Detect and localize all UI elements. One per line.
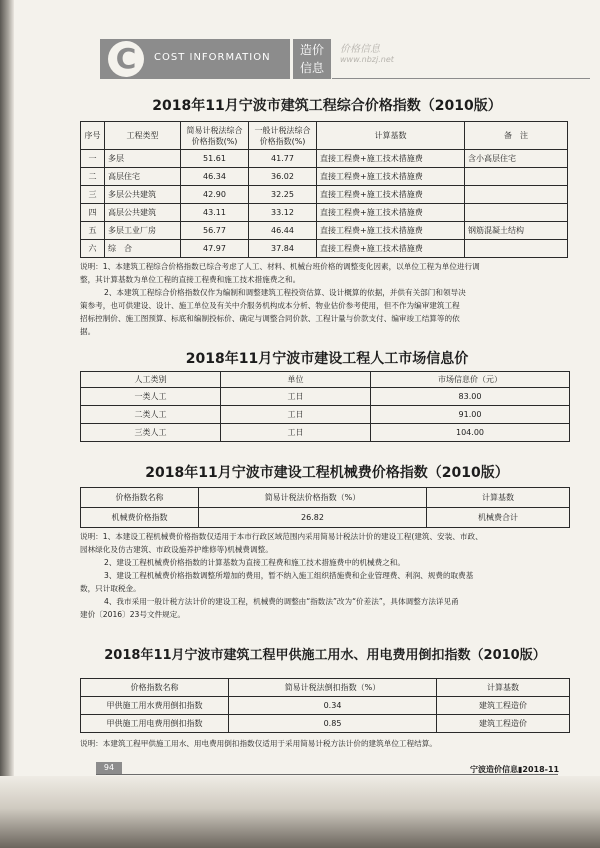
machinery-index-notes: 说明：1、本建设工程机械费价格指数仅适用于本市行政区域范围内采用简易计税法计价的建设工程(建筑、安装、市政、 园林绿化及仿古建筑、市政设施养护维修等)机械费调整。 2、建设工程机械费价格指数的计算基数为直接工程费和施工技术措施费中的机械费之和。 3、建设工程机械费价格指数调整所增加的费用，暂不纳入施工组织措施费和企业管理费、利润、规费的取费基 数，只计取税金。 4、我市采用一般计税方法计价的建设工程，机械费的调整由“指数法”改为“价差法”，具体调整方法详见甬 建价〔2016〕23号文件规定。 bbox=[80, 532, 483, 619]
table-cell: 直接工程费+施工技术措施费 bbox=[317, 168, 465, 186]
labor-price-table bbox=[80, 371, 570, 442]
magazine-issue: 宁波造价信息▮2018-11 bbox=[470, 765, 560, 774]
table-cell: 钢筋混凝土结构 bbox=[465, 222, 568, 240]
composite-index-table bbox=[80, 121, 568, 258]
col-header: 单位 bbox=[221, 372, 371, 388]
table-cell: 四 bbox=[81, 204, 105, 222]
col-header: 备 注 bbox=[465, 122, 568, 150]
table-row bbox=[81, 715, 570, 733]
table-row bbox=[81, 388, 570, 406]
col-header: 简易计税法价格指数（%） bbox=[199, 488, 427, 508]
header-chinese-title: 造价 信息 bbox=[293, 39, 331, 79]
header-band bbox=[100, 39, 290, 79]
table-cell: 六 bbox=[81, 240, 105, 258]
table-cell: 二 bbox=[81, 168, 105, 186]
col-header: 价格指数名称 bbox=[81, 679, 229, 697]
col-header: 简易计税法倒扣指数（%） bbox=[229, 679, 437, 697]
water-electricity-table bbox=[80, 678, 570, 733]
col-header: 价格指数名称 bbox=[81, 488, 199, 508]
col-header: 工程类型 bbox=[105, 122, 181, 150]
table-row bbox=[81, 204, 568, 222]
table-row bbox=[81, 168, 568, 186]
table-cell: 多层公共建筑 bbox=[105, 186, 181, 204]
table-cell: 41.77 bbox=[249, 150, 317, 168]
table-cell: 直接工程费+施工技术措施费 bbox=[317, 240, 465, 258]
logo-c-icon: C bbox=[108, 41, 144, 77]
table-cell: 42.90 bbox=[181, 186, 249, 204]
table-cell: 0.34 bbox=[229, 697, 437, 715]
table-cell bbox=[465, 204, 568, 222]
table-cell: 36.02 bbox=[249, 168, 317, 186]
table-cell: 33.12 bbox=[249, 204, 317, 222]
table-cell: 三 bbox=[81, 186, 105, 204]
header-watermark-url: www.nbzj.net bbox=[340, 55, 394, 64]
header-watermark: 价格信息 bbox=[340, 44, 380, 55]
table-cell: 甲供施工用水费用倒扣指数 bbox=[81, 697, 229, 715]
table-cell: 26.82 bbox=[199, 508, 427, 528]
table-cell: 直接工程费+施工技术措施费 bbox=[317, 150, 465, 168]
table-cell: 工日 bbox=[221, 388, 371, 406]
table-cell: 机械费价格指数 bbox=[81, 508, 199, 528]
table-cell: 104.00 bbox=[371, 424, 570, 442]
col-header: 计算基数 bbox=[317, 122, 465, 150]
col-header: 计算基数 bbox=[427, 488, 570, 508]
table-row bbox=[81, 697, 570, 715]
table-cell: 三类人工 bbox=[81, 424, 221, 442]
table-cell: 43.11 bbox=[181, 204, 249, 222]
table-cell: 机械费合计 bbox=[427, 508, 570, 528]
composite-index-notes: 说明：1、本建筑工程综合价格指数已综合考虑了人工、材料、机械台班价格的调整变化因素，以单位工程为单位进行调 整，其计算基数为单位工程的直接工程费和施工技术措施费之和。 2、本建筑工程综合价格指数仅作为编制和调整建筑工程投资估算、设计概算的依据，并供有关部门和领导决 策参考，也可供建设、设计、施工单位及有关中介服务机构成本分析、物业估价参考使用，但不作为编审建筑工程 招标控制价、施工图预算、标底和编制投标价、确定与调整合同价款、工程计量与价款支付、编审竣工结算等的依 据。 bbox=[80, 262, 480, 336]
table-cell: 直接工程费+施工技术措施费 bbox=[317, 186, 465, 204]
table-cell: 91.00 bbox=[371, 406, 570, 424]
table-cell: 0.85 bbox=[229, 715, 437, 733]
table-row bbox=[81, 186, 568, 204]
table-cell: 工日 bbox=[221, 406, 371, 424]
table-cell: 一 bbox=[81, 150, 105, 168]
table-row bbox=[81, 424, 570, 442]
table-cell: 综 合 bbox=[105, 240, 181, 258]
table-cell: 多层工业厂房 bbox=[105, 222, 181, 240]
col-header: 人工类别 bbox=[81, 372, 221, 388]
table-cell: 47.97 bbox=[181, 240, 249, 258]
page-number: 94 bbox=[96, 762, 122, 774]
table-cell: 51.61 bbox=[181, 150, 249, 168]
section-title-machinery-index: 2018年11月宁波市建设工程机械费价格指数（2010版） bbox=[145, 465, 509, 481]
col-header: 市场信息价（元） bbox=[371, 372, 570, 388]
section-title-labor-price: 2018年11月宁波市建设工程人工市场信息价 bbox=[185, 351, 469, 367]
header-english-title: COST INFORMATION bbox=[154, 52, 271, 63]
page-bottom-shadow bbox=[0, 776, 600, 848]
header-rule bbox=[332, 78, 590, 79]
table-cell: 高层住宅 bbox=[105, 168, 181, 186]
table-cell: 甲供施工用电费用倒扣指数 bbox=[81, 715, 229, 733]
table-cell: 建筑工程造价 bbox=[437, 697, 570, 715]
table-cell: 56.77 bbox=[181, 222, 249, 240]
table-cell: 46.34 bbox=[181, 168, 249, 186]
table-cell: 32.25 bbox=[249, 186, 317, 204]
col-header: 计算基数 bbox=[437, 679, 570, 697]
table-row bbox=[81, 508, 570, 528]
col-header: 一般计税法综合价格指数(%) bbox=[249, 122, 317, 150]
table-cell: 高层公共建筑 bbox=[105, 204, 181, 222]
table-row bbox=[81, 222, 568, 240]
col-header: 简易计税法综合价格指数(%) bbox=[181, 122, 249, 150]
book-spine bbox=[0, 0, 14, 848]
table-cell: 多层 bbox=[105, 150, 181, 168]
table-cell: 工日 bbox=[221, 424, 371, 442]
section-title-composite-index: 2018年11月宁波市建筑工程综合价格指数（2010版） bbox=[152, 98, 502, 114]
table-cell: 46.44 bbox=[249, 222, 317, 240]
table-cell: 一类人工 bbox=[81, 388, 221, 406]
table-cell bbox=[465, 186, 568, 204]
machinery-index-table bbox=[80, 487, 570, 528]
table-cell: 建筑工程造价 bbox=[437, 715, 570, 733]
table-cell: 直接工程费+施工技术措施费 bbox=[317, 222, 465, 240]
page-header bbox=[100, 34, 590, 84]
col-header: 序号 bbox=[81, 122, 105, 150]
table-cell bbox=[465, 240, 568, 258]
table-cell: 37.84 bbox=[249, 240, 317, 258]
table-cell: 83.00 bbox=[371, 388, 570, 406]
section-title-water-electricity-index: 2018年11月宁波市建筑工程甲供施工用水、用电费用倒扣指数（2010版） bbox=[104, 648, 546, 663]
table-row bbox=[81, 240, 568, 258]
table-cell: 含小高层住宅 bbox=[465, 150, 568, 168]
water-electricity-notes: 说明：本建筑工程甲供施工用水、用电费用倒扣指数仅适用于采用简易计税方法计价的建筑单位工程结算。 bbox=[80, 739, 437, 748]
table-row bbox=[81, 150, 568, 168]
table-row bbox=[81, 406, 570, 424]
table-cell: 直接工程费+施工技术措施费 bbox=[317, 204, 465, 222]
table-cell bbox=[465, 168, 568, 186]
table-cell: 二类人工 bbox=[81, 406, 221, 424]
table-cell: 五 bbox=[81, 222, 105, 240]
